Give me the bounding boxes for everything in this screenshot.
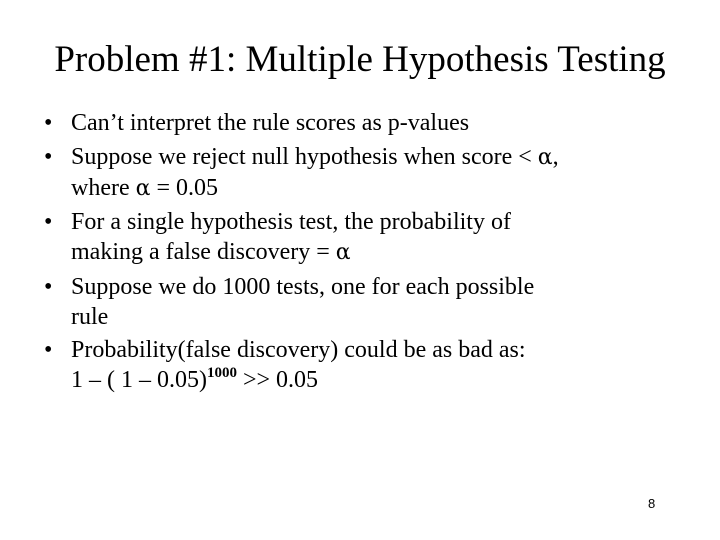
slide-title: Problem #1: Multiple Hypothesis Testing [54,39,666,80]
bullet-marker: • [44,337,53,364]
formula-end: >> 0.05 [236,367,319,394]
formula-exponent: 1000 [206,365,237,382]
bullet-marker: • [44,110,53,136]
bullet-line [71,142,664,173]
bullet-text: = 0.05 [150,174,219,201]
page-number: 8 [648,496,656,511]
bullet-item-probability [44,335,664,395]
bullet-text: where [71,174,136,201]
alpha-symbol: α [537,144,553,170]
bullet-item-single-test [44,207,664,268]
formula-base: 1 – ( 1 – 0.05) [71,367,207,394]
alpha-symbol: α [135,175,151,201]
bullet-marker: • [44,273,53,300]
bullet-text: making a false discovery = [71,239,336,266]
bullet-line [71,237,664,268]
bullet-list [44,108,664,399]
bullet-text: Can’t interpret the rule scores as p-values [71,110,470,136]
probability-formula [71,365,664,395]
bullet-text: Suppose we reject null hypothesis when score < [71,143,538,170]
bullet-text: Probability(false discovery) could be as bad as: [71,337,526,364]
bullet-text: rule [71,303,109,330]
bullet-text: , [552,143,559,170]
bullet-line [71,173,664,204]
bullet-text: Suppose we do 1000 tests, one for each possible [71,273,535,300]
bullet-item-reject-null [44,142,664,204]
bullet-text: For a single hypothesis test, the probability of [71,209,511,236]
bullet-item-p-values [44,108,664,138]
alpha-symbol: α [335,240,351,266]
bullet-marker: • [44,143,53,170]
bullet-marker: • [44,209,53,236]
bullet-item-1000-tests [44,272,664,332]
